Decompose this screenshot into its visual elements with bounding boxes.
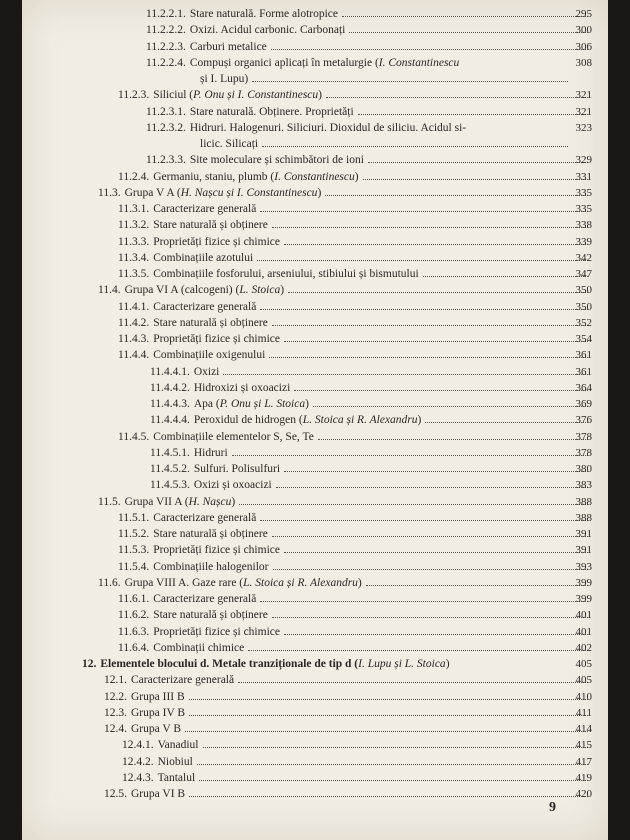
toc-entry: 11.2.3. Siliciul ( P. Onu și I. Constantinescu ) 321	[118, 89, 592, 102]
dot-leader	[284, 235, 588, 245]
dot-leader	[269, 348, 588, 358]
toc-entry: 12.1. Caracterizare generală 405	[104, 674, 592, 687]
dot-leader	[368, 153, 588, 163]
dot-leader	[252, 72, 568, 82]
dot-leader	[318, 430, 588, 440]
dot-leader	[197, 755, 588, 765]
dot-leader	[257, 251, 588, 261]
dot-leader	[189, 787, 588, 797]
toc-entry: 11.2.3.3. Site moleculare și schimbători de ioni 329	[146, 154, 592, 167]
dot-leader	[313, 397, 588, 407]
dot-leader	[284, 625, 588, 635]
table-of-contents	[22, 0, 608, 840]
dot-leader	[325, 186, 588, 196]
dot-leader	[294, 381, 588, 391]
toc-entry: 11.6.1. Caracterizare generală 399	[118, 593, 592, 605]
toc-entry: 12.4.1. Vanadiul 415	[122, 739, 592, 752]
toc-entry: 11.2.3.2. Hidruri. Halogenuri. Siliciuri. Dioxidul de siliciu. Acidul si- 323	[146, 121, 592, 134]
toc-entry: 11.4.1. Caracterizare generală 350	[118, 300, 592, 313]
dot-leader	[349, 23, 588, 33]
dot-leader	[239, 495, 588, 505]
dot-leader	[185, 722, 588, 732]
dot-leader	[271, 40, 588, 50]
toc-entry: 11.3.5. Combinațiile fosforului, arseniului, stibiului și bismutului 347	[118, 268, 592, 280]
toc-entry: 11.5.4. Combinațiile halogenilor 393	[118, 560, 592, 573]
dot-leader	[284, 332, 588, 342]
toc-entry: 11.6.4. Combinații chimice 402	[118, 641, 592, 654]
toc-entry: 11.3.2. Stare naturală și obținere 338	[118, 219, 592, 232]
dot-leader	[284, 543, 588, 553]
dot-leader	[366, 576, 588, 586]
book-page	[22, 0, 608, 840]
toc-entry: 11.6. Grupa VIII A. Gaze rare ( L. Stoica și R. Alexandru ) 399	[98, 576, 592, 589]
toc-entry: 11.4.4.4. Peroxidul de hidrogen ( L. Stoica și R. Alexandru ) 376	[150, 414, 592, 427]
toc-entry: 11.2.3.1. Stare naturală. Obținere. Proprietăți 321	[146, 105, 592, 118]
toc-entry: 11.6.2. Stare naturală și obținere 401	[118, 609, 592, 622]
dot-leader	[232, 446, 588, 456]
dot-leader	[199, 771, 588, 781]
toc-entry: 11.5.1. Caracterizare generală 388	[118, 511, 592, 524]
toc-entry: 11.3.1. Caracterizare generală 335	[118, 203, 592, 215]
toc-entry: 11.4.5. Combinațiile elementelor S, Se, Te 378	[118, 430, 592, 443]
toc-entry: 11.4.5.1. Hidruri 378	[150, 446, 592, 459]
toc-entry: 11.4.3. Proprietăți fizice și chimice 354	[118, 333, 592, 345]
dot-leader	[272, 527, 588, 537]
toc-entry: 11.2.4. Germaniu, staniu, plumb ( I. Constantinescu ) 331	[118, 170, 592, 183]
dot-leader	[273, 560, 588, 570]
toc-entry: 11.4.4. Combinațiile oxigenului 361	[118, 349, 592, 362]
page-number: 9	[549, 800, 556, 815]
toc-entry: 11.4. Grupa VI A (calcogeni) ( L. Stoica ) 350	[98, 284, 592, 297]
toc-entry: 11.2.2.1. Stare naturală. Forme alotropice 295	[146, 8, 592, 20]
dot-leader	[326, 88, 588, 98]
toc-entry: 11.4.2. Stare naturală și obținere 352	[118, 316, 592, 329]
toc-entry: 12.4.2. Niobiul 417	[122, 755, 592, 768]
toc-entry: 11.5.3. Proprietăți fizice și chimice 391	[118, 544, 592, 557]
dot-leader	[272, 316, 588, 326]
dot-leader	[342, 7, 588, 17]
dot-leader	[276, 478, 588, 488]
toc-chapter: 12. Elementele blocului d. Metale tranziționale de tip d ( I. Lupu și L. Stoica ) 405	[82, 658, 592, 670]
dot-leader	[260, 511, 588, 521]
toc-entry: 11.4.4.2. Hidroxizi și oxoacizi 364	[150, 381, 592, 394]
toc-entry: 11.2.2.4. Compuși organici aplicați în metalurgie ( I. Constantinescu 308	[146, 56, 592, 69]
toc-entry: 11.5. Grupa VII A ( H. Nașcu ) 388	[98, 495, 592, 508]
dot-leader	[189, 706, 588, 716]
dot-leader	[203, 738, 588, 748]
dot-leader	[363, 170, 588, 180]
dot-leader	[358, 105, 588, 115]
dot-leader	[288, 283, 588, 293]
toc-entry: 12.2. Grupa III B 410	[104, 690, 592, 703]
dot-leader	[260, 300, 588, 310]
toc-entry: 12.5. Grupa VI B 420	[104, 788, 592, 800]
toc-entry: 11.2.2.2. Oxizi. Acidul carbonic. Carbonați 300	[146, 24, 592, 37]
toc-entry: 11.4.5.3. Oxizi și oxoacizi 383	[150, 479, 592, 492]
dot-leader	[425, 413, 588, 423]
dot-leader	[248, 641, 588, 651]
toc-entry: 11.4.4.1. Oxizi 361	[150, 365, 592, 378]
toc-entry: 11.3.3. Proprietăți fizice și chimice 339	[118, 235, 592, 248]
dot-leader	[238, 673, 588, 683]
toc-entry: 12.3. Grupa IV B 411	[104, 706, 592, 719]
toc-continuation: și I. Lupu)	[200, 71, 572, 87]
toc-entry: 11.4.4.3. Apa ( P. Onu și L. Stoica ) 369	[150, 398, 592, 410]
dot-leader	[260, 202, 588, 212]
dot-leader	[423, 267, 588, 277]
toc-continuation: licic. Silicați	[200, 136, 572, 152]
toc-entry: 11.3.4. Combinațiile azotului 342	[118, 251, 592, 264]
dot-leader	[272, 218, 588, 228]
toc-entry: 11.4.5.2. Sulfuri. Polisulfuri 380	[150, 463, 592, 475]
toc-entry: 11.5.2. Stare naturală și obținere 391	[118, 528, 592, 540]
dot-leader	[284, 462, 588, 472]
toc-entry: 11.2.2.3. Carburi metalice 306	[146, 40, 592, 53]
toc-entry: 11.6.3. Proprietăți fizice și chimice 401	[118, 625, 592, 638]
dot-leader	[272, 608, 588, 618]
dot-leader	[189, 690, 588, 700]
dot-leader	[260, 592, 588, 602]
toc-entry: 12.4. Grupa V B 414	[104, 723, 592, 735]
dot-leader	[223, 365, 588, 375]
toc-entry: 11.3. Grupa V A ( H. Nașcu și I. Constantinescu ) 335	[98, 186, 592, 199]
dot-leader	[262, 137, 568, 147]
toc-entry: 12.4.3. Tantalul 419	[122, 771, 592, 784]
